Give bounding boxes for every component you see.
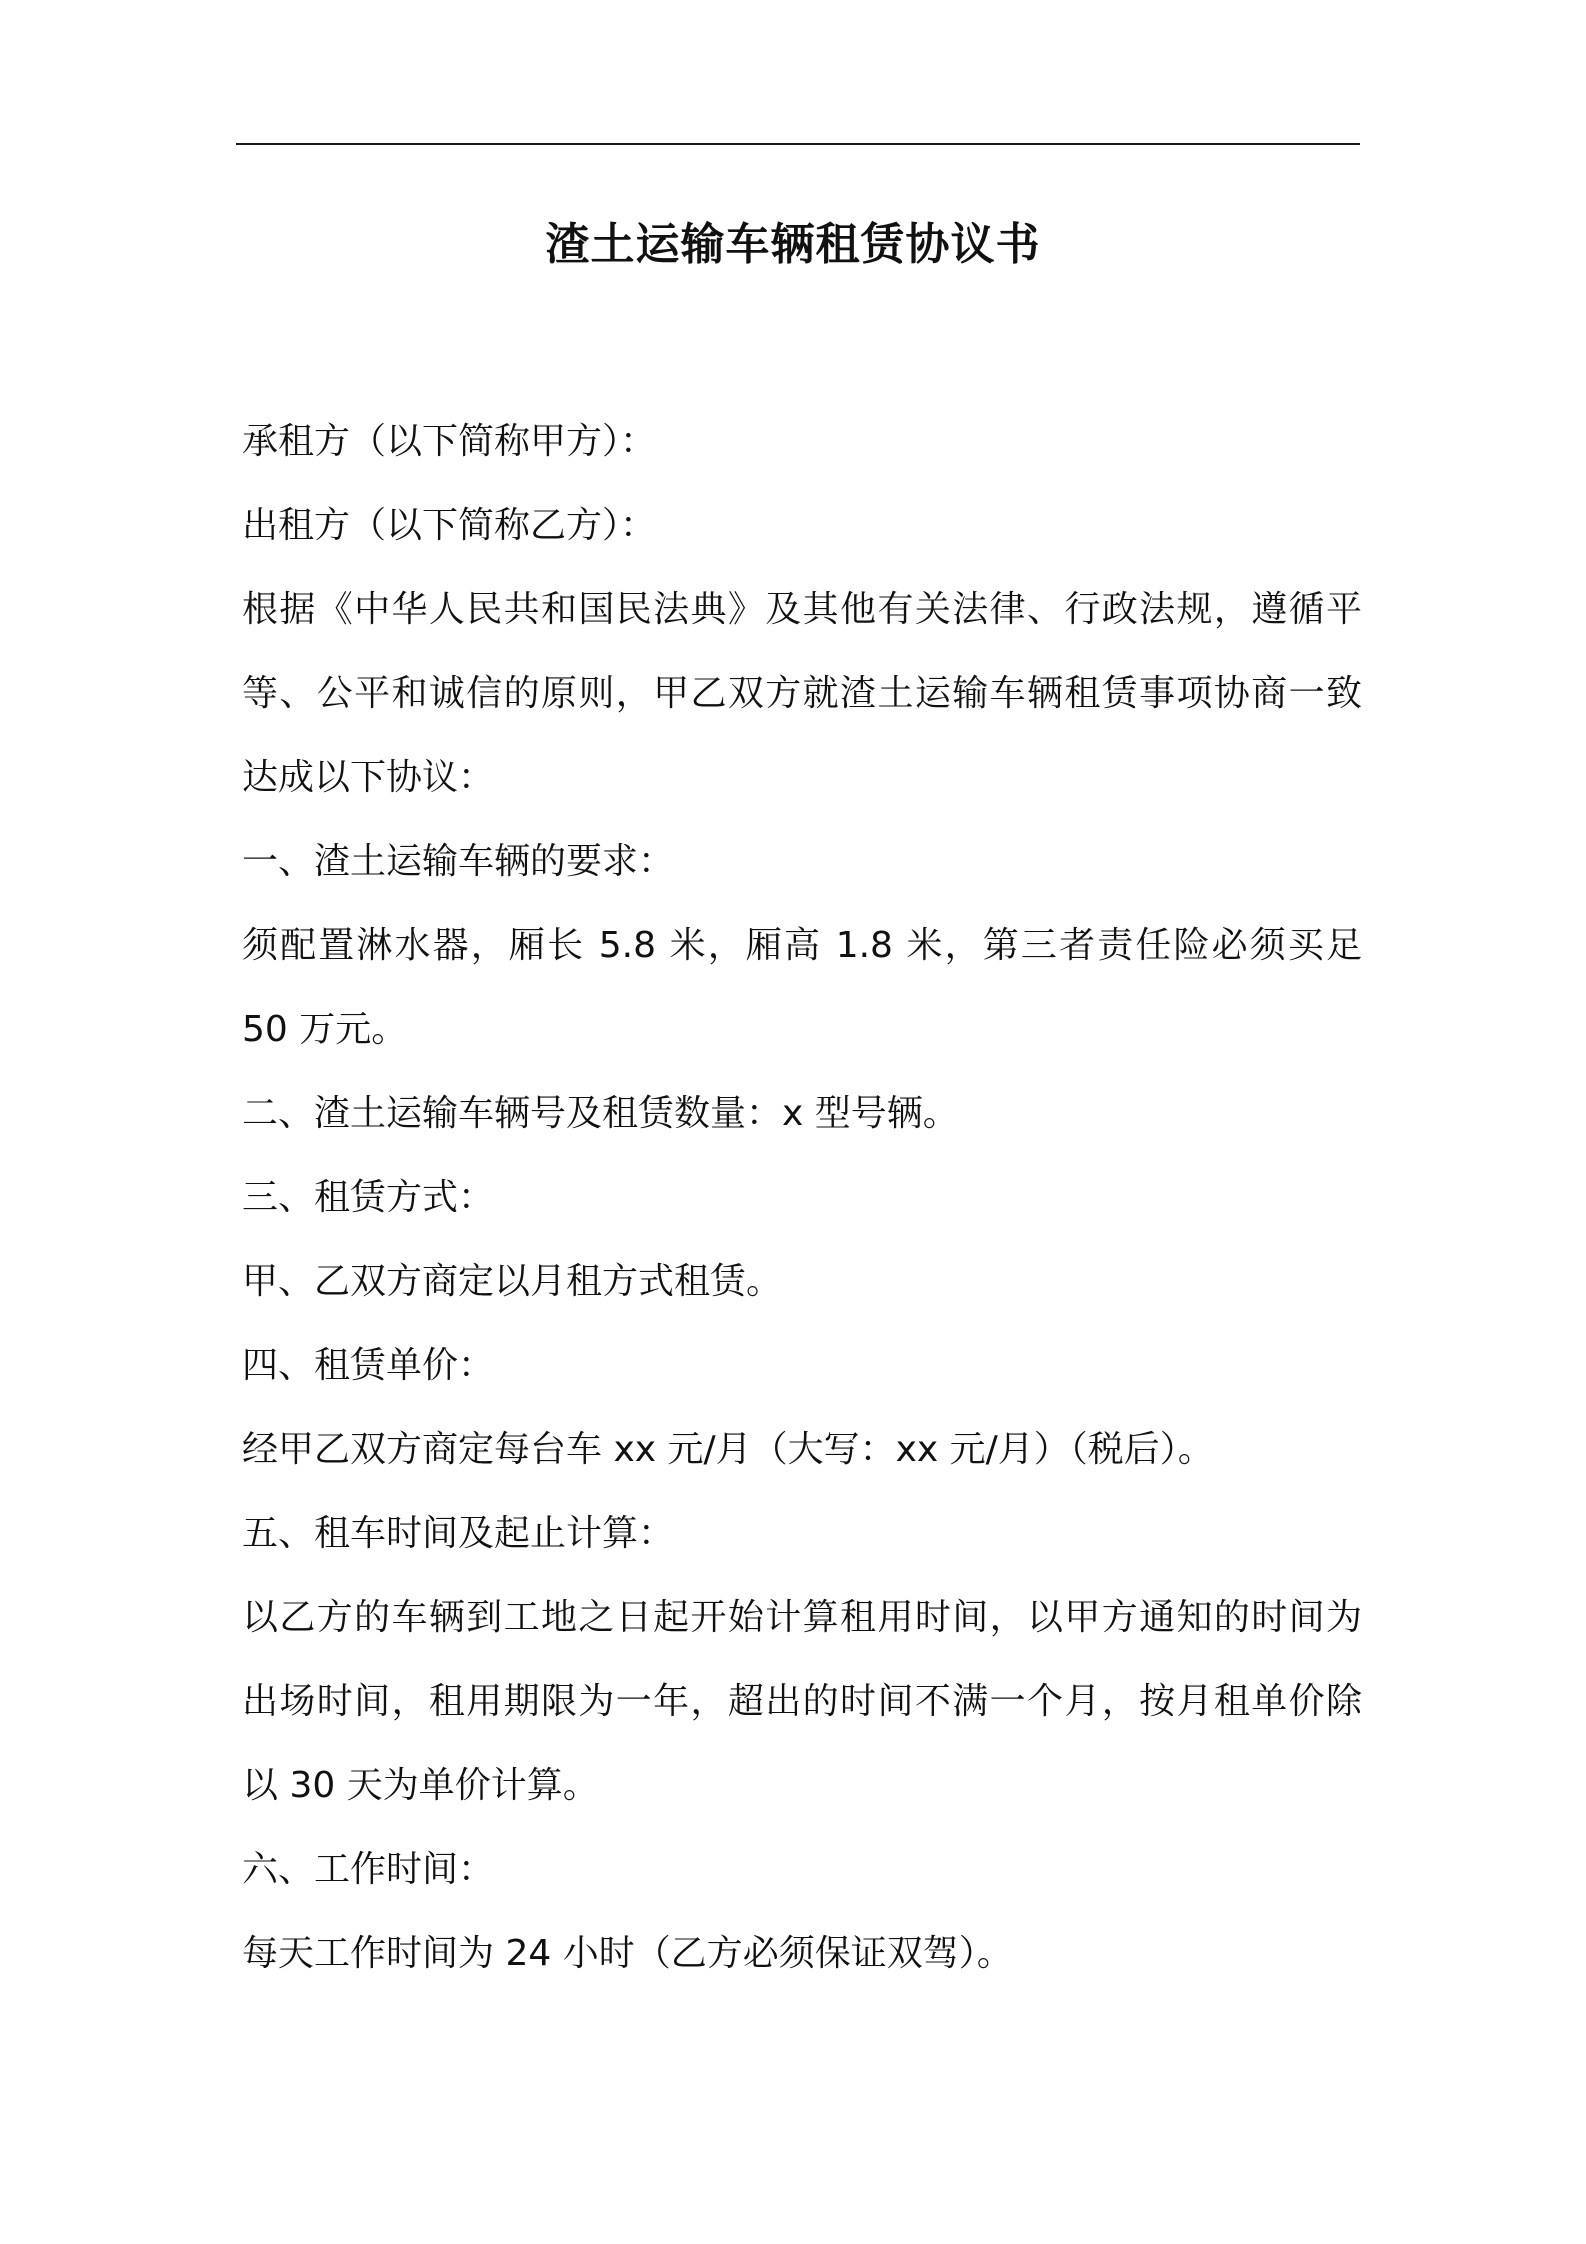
line-13: 经甲乙双方商定每台车 xx 元/月（大写：xx 元/月）（税后）。 — [242, 1429, 1214, 1470]
line-5: 达成以下协议： — [242, 757, 495, 798]
line-2: 出租方（以下简称乙方）： — [242, 505, 657, 546]
line-19: 每天工作时间为 24 小时（乙方必须保证双驾）。 — [242, 1933, 1013, 1974]
section-heading-2: 二、渣土运输车辆号及租赁数量：x 型号辆。 — [242, 1093, 959, 1134]
document-body — [242, 400, 1362, 1996]
section-heading-5: 五、租车时间及起止计算： — [242, 1513, 675, 1554]
line-3: 根据《中华人民共和国民法典》及其他有关法律、行政法规，遵循平 — [242, 589, 1362, 630]
line-17: 以 30 天为单价计算。 — [242, 1765, 599, 1806]
line-7: 须配置淋水器，厢长 5.8 米，厢高 1.8 米，第三者责任险必须买足 — [242, 925, 1362, 966]
line-11: 甲、乙双方商定以月租方式租赁。 — [242, 1261, 783, 1302]
section-heading-3: 三、租赁方式： — [242, 1177, 495, 1218]
section-heading-4: 四、租赁单价： — [242, 1345, 495, 1386]
line-15: 以乙方的车辆到工地之日起开始计算租用时间，以甲方通知的时间为 — [242, 1597, 1362, 1638]
line-16: 出场时间，租用期限为一年，超出的时间不满一个月，按月租单价除 — [242, 1681, 1362, 1722]
document-title: 渣土运输车辆租赁协议书 — [545, 219, 1041, 270]
section-heading-1: 一、渣土运输车辆的要求： — [242, 841, 675, 882]
line-4: 等、公平和诚信的原则，甲乙双方就渣土运输车辆租赁事项协商一致 — [242, 673, 1362, 714]
line-1: 承租方（以下简称甲方）： — [242, 421, 657, 462]
line-8: 50 万元。 — [242, 1009, 408, 1050]
header-rule — [236, 143, 1360, 145]
section-heading-6: 六、工作时间： — [242, 1849, 495, 1890]
